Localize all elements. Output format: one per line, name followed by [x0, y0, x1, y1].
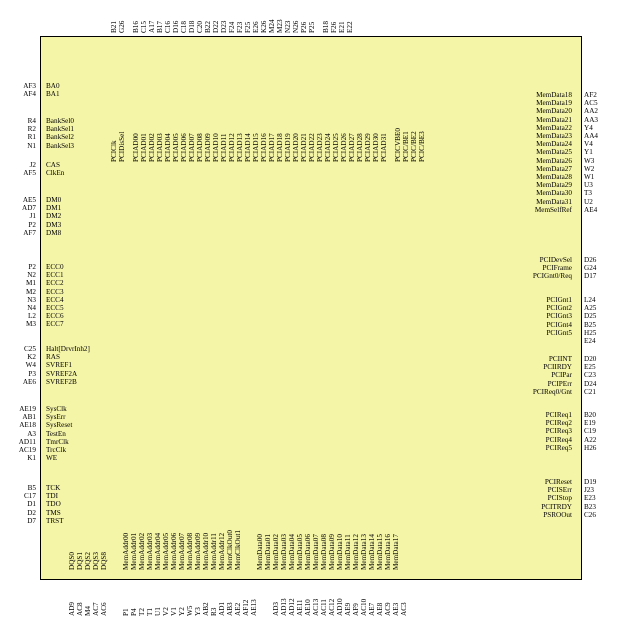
ball-id-right: E19 — [584, 419, 596, 428]
pin-name-top: PCIAD14 — [244, 133, 252, 162]
ball-id-right: E25 — [584, 363, 596, 372]
ball-id-bottom: AC7 — [92, 602, 100, 616]
pin-name-top: PCIAD12 — [228, 133, 236, 162]
pin-name-top: PCIAD22 — [308, 133, 316, 162]
pin-name-right: PCIGnt3 — [546, 312, 572, 321]
ball-id-bottom: AD3 — [272, 602, 280, 616]
ball-id-left: W4 — [25, 361, 36, 370]
pin-name-bottom: MemClkOut1 — [234, 530, 242, 570]
ball-id-right: AA3 — [584, 115, 598, 124]
ball-id-left: P2 — [28, 263, 36, 271]
pin-name-top: PCICVBE0 — [394, 128, 402, 162]
ball-id-left: J1 — [29, 212, 36, 221]
pin-name-top: PCIAD27 — [348, 133, 356, 162]
pin-name-left: ECC1 — [46, 271, 64, 280]
pin-name-left: DM3 — [46, 220, 62, 229]
ball-id-bottom: AC6 — [100, 602, 108, 616]
ball-id-right: Y4 — [584, 123, 593, 132]
pin-name-bottom: DQS3 — [92, 552, 100, 570]
pin-name-bottom: MemData15 — [376, 534, 384, 570]
ball-id-bottom: AC12 — [328, 598, 336, 616]
ball-id-left: C17 — [24, 492, 36, 501]
pin-name-left: ECC0 — [46, 263, 64, 271]
ball-id-top: F26 — [330, 21, 338, 33]
ball-id-right: AF2 — [584, 91, 597, 99]
pin-name-left: TRST — [46, 516, 64, 525]
ball-id-top: C15 — [140, 21, 148, 33]
ball-id-bottom: AC9 — [384, 602, 392, 616]
ball-id-right: AC5 — [584, 99, 598, 108]
pin-name-top: PCIC/BE1 — [402, 131, 410, 162]
pin-name-top: PCIC/BE2 — [410, 131, 418, 162]
pin-name-left: CAS — [46, 161, 60, 169]
pin-name-left: BankSel2 — [46, 133, 74, 142]
ball-id-bottom: AE9 — [344, 602, 352, 616]
pin-name-bottom: MemData11 — [344, 534, 352, 570]
pin-name-top: PCIAD19 — [284, 133, 292, 162]
ball-id-left: A3 — [27, 429, 36, 438]
ball-id-top: M24 — [268, 19, 276, 33]
ball-id-bottom: V2 — [162, 607, 170, 616]
pin-name-top: PCIDisSel — [118, 131, 126, 162]
pin-name-right: PCIReq2 — [545, 419, 572, 428]
pin-name-top: PCIClk — [110, 140, 118, 162]
pin-name-left: ECC5 — [46, 304, 64, 312]
pin-name-bottom: MemData07 — [312, 534, 320, 570]
ball-id-right: C23 — [584, 371, 596, 380]
ball-id-left: C25 — [24, 345, 36, 353]
ball-id-right: AE4 — [584, 205, 598, 214]
pin-name-right: PCIReq3 — [545, 427, 572, 436]
ball-id-right: C26 — [584, 510, 596, 519]
ball-id-right: T3 — [584, 189, 592, 198]
pin-name-right: PCIDevSel — [539, 256, 572, 264]
ball-id-bottom: AC13 — [312, 598, 320, 616]
ball-id-left: R2 — [27, 125, 36, 134]
pin-name-right: PCIFrame — [542, 264, 572, 273]
pin-name-bottom: MemData00 — [256, 534, 264, 570]
ball-id-right: Y1 — [584, 148, 593, 157]
pin-name-right: MemData24 — [536, 140, 572, 149]
pin-name-top: PCIAD04 — [164, 133, 172, 162]
ball-id-top: B16 — [132, 21, 140, 33]
pin-name-bottom: MemData02 — [272, 534, 280, 570]
pin-name-top: PCIAD07 — [188, 133, 196, 162]
ball-id-bottom: Y3 — [194, 607, 202, 616]
ball-id-bottom: AC3 — [400, 602, 408, 616]
pin-name-top: PCIAD03 — [156, 133, 164, 162]
ball-id-top: P26 — [300, 21, 308, 33]
ball-id-top: M23 — [276, 19, 284, 33]
pin-name-left: SVREF1 — [46, 361, 72, 370]
ball-id-bottom: AE2 — [234, 602, 242, 616]
pin-name-bottom: MemAddr00 — [122, 532, 130, 570]
pin-name-right: PCIIRDY — [543, 363, 572, 372]
ball-id-right: E24 — [584, 337, 596, 345]
pin-name-left: ECC6 — [46, 312, 64, 321]
pin-name-right: PCIGnt4 — [546, 320, 572, 329]
pin-name-top: PCIAD02 — [148, 133, 156, 162]
pin-name-top: PCIC/BE3 — [418, 131, 426, 162]
ball-id-top: F24 — [228, 21, 236, 33]
ball-id-left: P3 — [28, 369, 36, 378]
pin-name-bottom: MemAddr09 — [194, 532, 202, 570]
pin-name-top: PCIAD00 — [132, 133, 140, 162]
ball-id-left: AE19 — [19, 405, 36, 413]
pin-name-bottom: MemData16 — [384, 534, 392, 570]
pin-name-bottom: MemData09 — [328, 534, 336, 570]
pin-name-bottom: MemData06 — [304, 534, 312, 570]
ball-id-left: AE6 — [22, 377, 36, 386]
pin-name-top: PCIAD20 — [292, 133, 300, 162]
pin-name-bottom: DQS1 — [76, 552, 84, 570]
ball-id-left: AF3 — [23, 82, 36, 90]
ball-id-bottom: AC10 — [360, 598, 368, 616]
ball-id-bottom: AD1 — [218, 602, 226, 616]
pin-name-right: MemData26 — [536, 156, 572, 165]
ball-id-top: C18 — [180, 21, 188, 33]
ball-id-bottom: AE3 — [392, 602, 400, 616]
pin-name-left: SysReset — [46, 421, 73, 430]
ball-id-bottom: AB3 — [226, 602, 234, 616]
ball-id-top: B22 — [204, 21, 212, 33]
ball-id-left: R4 — [27, 117, 36, 125]
ball-id-right: H25 — [584, 328, 597, 337]
ball-id-top: E26 — [252, 21, 260, 33]
ball-id-bottom: Y2 — [178, 607, 186, 616]
pin-name-top: PCIAD30 — [372, 133, 380, 162]
pin-name-left: DM8 — [46, 228, 62, 237]
ball-id-right: B20 — [584, 411, 596, 419]
pin-name-bottom: MemAddr11 — [210, 533, 218, 570]
pin-name-left: BA0 — [46, 82, 60, 90]
ball-id-bottom: P1 — [122, 608, 130, 616]
pin-name-right: PCIGnt0/Req — [532, 272, 572, 281]
ball-id-bottom: AF9 — [352, 603, 360, 616]
ball-id-right: AA4 — [584, 132, 598, 140]
ball-id-bottom: U1 — [154, 607, 162, 616]
ball-id-top: B21 — [110, 21, 118, 33]
ball-id-right: B25 — [584, 320, 596, 329]
ball-id-left: D1 — [27, 500, 36, 509]
pin-name-right: MemData25 — [536, 148, 572, 157]
pin-name-left: SVREF2A — [46, 369, 78, 378]
ball-id-right: C21 — [584, 387, 596, 396]
pin-name-top: PCIAD13 — [236, 133, 244, 162]
ball-id-right: L24 — [584, 296, 596, 304]
ball-id-right: J23 — [584, 486, 594, 495]
pin-name-top: PCIAD23 — [316, 133, 324, 162]
ball-id-left: M3 — [26, 320, 36, 329]
pin-name-bottom: DQS0 — [68, 552, 76, 570]
ball-id-right: H26 — [584, 443, 597, 452]
ball-id-right: D17 — [584, 272, 597, 281]
pin-name-bottom: MemAddr07 — [178, 532, 186, 570]
ball-id-bottom: AE13 — [250, 599, 258, 616]
pin-name-right: PCIPar — [551, 371, 572, 380]
pin-name-top: PCIAD15 — [252, 133, 260, 162]
pin-name-top: PCIAD18 — [276, 133, 284, 162]
ball-id-bottom: M4 — [84, 606, 92, 616]
ball-id-bottom: P4 — [130, 608, 138, 616]
ball-id-right: W2 — [584, 164, 595, 173]
ball-id-left: AB1 — [22, 413, 36, 422]
pin-name-right: MemData22 — [536, 123, 572, 132]
ball-id-bottom: AB2 — [202, 602, 210, 616]
ball-id-bottom: R3 — [210, 607, 218, 616]
ball-id-left: D7 — [27, 516, 36, 525]
ball-id-top: G26 — [118, 20, 126, 33]
pin-name-bottom: MemData13 — [360, 534, 368, 570]
pin-name-right: MemData30 — [536, 189, 572, 198]
pin-name-bottom: MemAddr01 — [130, 532, 138, 570]
ball-id-top: F23 — [236, 21, 244, 33]
pin-name-right: MemData23 — [536, 132, 572, 140]
ball-id-bottom: AD13 — [280, 598, 288, 616]
pin-name-left: Halt[DrvrInh2] — [46, 345, 90, 353]
ball-id-left: N3 — [27, 295, 36, 304]
pin-name-right: PCIReq1 — [545, 411, 572, 419]
pin-name-right: PCIGnt1 — [546, 296, 572, 304]
ball-id-right: W3 — [584, 156, 595, 165]
pin-name-bottom: MemData12 — [352, 534, 360, 570]
pin-name-bottom: MemAddr10 — [202, 532, 210, 570]
ball-id-bottom: AE10 — [304, 599, 312, 616]
pin-name-top: PCIAD17 — [268, 133, 276, 162]
pin-name-bottom: MemAddr12 — [218, 532, 226, 570]
pin-name-left: ECC3 — [46, 287, 64, 296]
pin-name-left: DM0 — [46, 196, 62, 204]
ball-id-bottom: W5 — [186, 605, 194, 616]
ball-id-left: AD11 — [18, 437, 36, 446]
pin-name-top: PCIAD26 — [340, 133, 348, 162]
pin-name-top: PCIAD10 — [212, 133, 220, 162]
ball-id-left: P2 — [28, 220, 36, 229]
pin-name-left: SysClk — [46, 405, 67, 413]
ball-id-top: P25 — [308, 21, 316, 33]
pin-name-right: MemData18 — [536, 91, 572, 99]
ball-id-left: AF4 — [23, 90, 36, 99]
pin-name-left: SVREF2B — [46, 377, 77, 386]
pin-name-bottom: MemAddr08 — [186, 532, 194, 570]
pin-name-left: TMS — [46, 508, 61, 517]
ball-id-right: A22 — [584, 435, 597, 444]
ball-id-bottom: AD9 — [68, 602, 76, 616]
ball-id-left: K1 — [27, 454, 36, 463]
pin-name-bottom: MemData01 — [264, 534, 272, 570]
pin-name-bottom: MemData03 — [280, 534, 288, 570]
ball-id-left: N1 — [27, 141, 36, 150]
ball-id-left: R1 — [27, 133, 36, 142]
ball-id-right: W1 — [584, 173, 595, 181]
ball-id-right: V4 — [584, 140, 593, 149]
ball-id-top: E21 — [338, 21, 346, 33]
ball-id-top: D18 — [188, 20, 196, 33]
ball-id-right: AA2 — [584, 107, 598, 116]
pin-name-top: PCIAD31 — [380, 133, 388, 162]
pin-name-right: PCIStop — [547, 494, 572, 503]
pin-name-top: PCIAD16 — [260, 133, 268, 162]
ball-id-right: U2 — [584, 197, 593, 206]
ball-id-top: N23 — [284, 20, 292, 33]
pin-name-bottom: DQS8 — [100, 552, 108, 570]
pin-name-top: PCIAD06 — [180, 133, 188, 162]
pin-name-left: TCK — [46, 484, 61, 492]
ball-id-right: U3 — [584, 181, 593, 190]
ball-id-right: D20 — [584, 355, 597, 363]
ball-id-top: K26 — [260, 20, 268, 33]
pin-name-left: ClkEn — [46, 169, 65, 178]
ball-id-right: C19 — [584, 427, 596, 436]
pin-name-top: PCIAD29 — [364, 133, 372, 162]
pin-name-left: BankSel1 — [46, 125, 74, 134]
pin-name-top: PCIAD25 — [332, 133, 340, 162]
pin-name-bottom: MemData05 — [296, 534, 304, 570]
ball-id-bottom: AE8 — [376, 602, 384, 616]
ball-id-right: A25 — [584, 304, 597, 313]
ball-id-right: G24 — [584, 264, 597, 273]
ball-id-left: M2 — [26, 287, 36, 296]
pin-name-right: PCIGnt5 — [546, 328, 572, 337]
ball-id-right: E23 — [584, 494, 596, 503]
pin-name-left: ECC7 — [46, 320, 64, 329]
ball-id-right: D24 — [584, 379, 597, 388]
ball-id-bottom: T1 — [146, 608, 154, 616]
pin-name-bottom: MemData08 — [320, 534, 328, 570]
ball-id-top: C16 — [164, 21, 172, 33]
pin-name-top: PCIAD05 — [172, 133, 180, 162]
pin-name-left: TmrClk — [46, 437, 69, 446]
pin-name-top: PCIAD24 — [324, 133, 332, 162]
pin-name-left: DM1 — [46, 204, 62, 213]
ball-id-top: E22 — [346, 21, 354, 33]
pin-name-right: PCIReq0/Gnt — [532, 387, 572, 396]
pin-name-right: MemData19 — [536, 99, 572, 108]
ball-id-right: D26 — [584, 256, 597, 264]
pin-name-right: MemData28 — [536, 173, 572, 181]
ball-id-bottom: AC8 — [76, 602, 84, 616]
ball-id-left: AE5 — [22, 196, 36, 204]
ball-id-left: B5 — [27, 484, 36, 492]
ball-id-bottom: AE7 — [368, 602, 376, 616]
pin-name-right: PCIReq5 — [545, 443, 572, 452]
ball-id-top: D23 — [220, 20, 228, 33]
ball-id-top: F25 — [244, 21, 252, 33]
pin-name-bottom: DQS2 — [84, 552, 92, 570]
ball-id-left: D2 — [27, 508, 36, 517]
pin-name-left: TrcClk — [46, 446, 67, 454]
pin-name-right: MemData31 — [536, 197, 572, 206]
pin-name-right: MemData20 — [536, 107, 572, 116]
pin-name-top: PCIAD28 — [356, 133, 364, 162]
pin-name-bottom: MemAddr04 — [154, 532, 162, 570]
pin-name-right: PSROOut — [543, 510, 572, 519]
pin-name-bottom: MemData17 — [392, 534, 400, 570]
ball-id-left: AD7 — [22, 204, 36, 213]
ball-id-top: B18 — [322, 21, 330, 33]
pin-name-right: PCIReset — [544, 478, 572, 486]
ball-id-bottom: AF12 — [242, 599, 250, 616]
ball-id-top: D16 — [172, 20, 180, 33]
pin-name-right: MemSelfRef — [534, 205, 572, 214]
ball-id-left: M1 — [26, 279, 36, 288]
pin-name-left: SysErr — [46, 413, 66, 422]
pin-name-top: PCIAD11 — [220, 133, 228, 162]
pin-name-left: TDO — [46, 500, 61, 509]
ball-id-left: AF5 — [23, 169, 36, 178]
ball-id-left: AC19 — [18, 446, 36, 454]
ball-id-right: B23 — [584, 502, 596, 511]
pin-name-top: PCIAD09 — [204, 133, 212, 162]
pin-name-bottom: MemClkOut0 — [226, 530, 234, 570]
pin-name-left: DM2 — [46, 212, 62, 221]
ball-id-right: D19 — [584, 478, 597, 486]
pin-name-right: PCIINT — [548, 355, 572, 363]
ball-id-top: D22 — [212, 20, 220, 33]
ball-id-bottom: T2 — [138, 608, 146, 616]
ball-id-left: L2 — [28, 312, 36, 321]
ball-id-top: C20 — [196, 21, 204, 33]
pin-name-right: PCIReq4 — [545, 435, 572, 444]
pin-name-left: ECC2 — [46, 279, 64, 288]
ball-id-bottom: AD12 — [288, 598, 296, 616]
ball-id-bottom: V1 — [170, 607, 178, 616]
ball-id-bottom: AE11 — [296, 599, 304, 616]
ball-id-left: J2 — [29, 161, 36, 169]
pin-name-left: WE — [46, 454, 58, 463]
pin-name-right: PCIGnt2 — [546, 304, 572, 313]
ball-id-bottom: AD10 — [336, 598, 344, 616]
pin-name-top: PCIAD08 — [196, 133, 204, 162]
pin-name-left: BankSel3 — [46, 141, 74, 150]
pin-name-left: BA1 — [46, 90, 60, 99]
pin-name-bottom: MemData10 — [336, 534, 344, 570]
pin-name-left: ECC4 — [46, 295, 64, 304]
pin-name-top: PCIAD01 — [140, 133, 148, 162]
ball-id-top: B17 — [156, 21, 164, 33]
pin-name-right: PCISErr — [547, 486, 572, 495]
ball-id-left: AF7 — [23, 228, 36, 237]
pin-name-right: MemData27 — [536, 164, 572, 173]
pin-name-left: RAS — [46, 353, 60, 362]
ball-id-left: N4 — [27, 304, 36, 312]
pin-name-bottom: MemData04 — [288, 534, 296, 570]
pin-name-bottom: MemAddr05 — [162, 532, 170, 570]
pin-name-right: MemData29 — [536, 181, 572, 190]
ball-id-top: N26 — [292, 20, 300, 33]
pin-name-right: MemData21 — [536, 115, 572, 124]
pin-name-bottom: MemAddr02 — [138, 532, 146, 570]
pin-name-left: BankSel0 — [46, 117, 74, 125]
ball-id-top: A17 — [148, 20, 156, 33]
pin-name-left: TDI — [46, 492, 58, 501]
pin-name-right: PCITRDY — [541, 502, 572, 511]
pin-name-bottom: MemAddr06 — [170, 532, 178, 570]
pin-name-top: PCIAD21 — [300, 133, 308, 162]
ball-id-left: AE18 — [19, 421, 36, 430]
pin-name-bottom: MemData14 — [368, 534, 376, 570]
ball-id-left: N2 — [27, 271, 36, 280]
pin-name-left: TestEn — [46, 429, 66, 438]
ball-id-right: D25 — [584, 312, 597, 321]
pin-name-right: PCIPErr — [547, 379, 572, 388]
pin-name-bottom: MemAddr03 — [146, 532, 154, 570]
ball-id-left: K2 — [27, 353, 36, 362]
ball-id-bottom: AC11 — [320, 599, 328, 616]
